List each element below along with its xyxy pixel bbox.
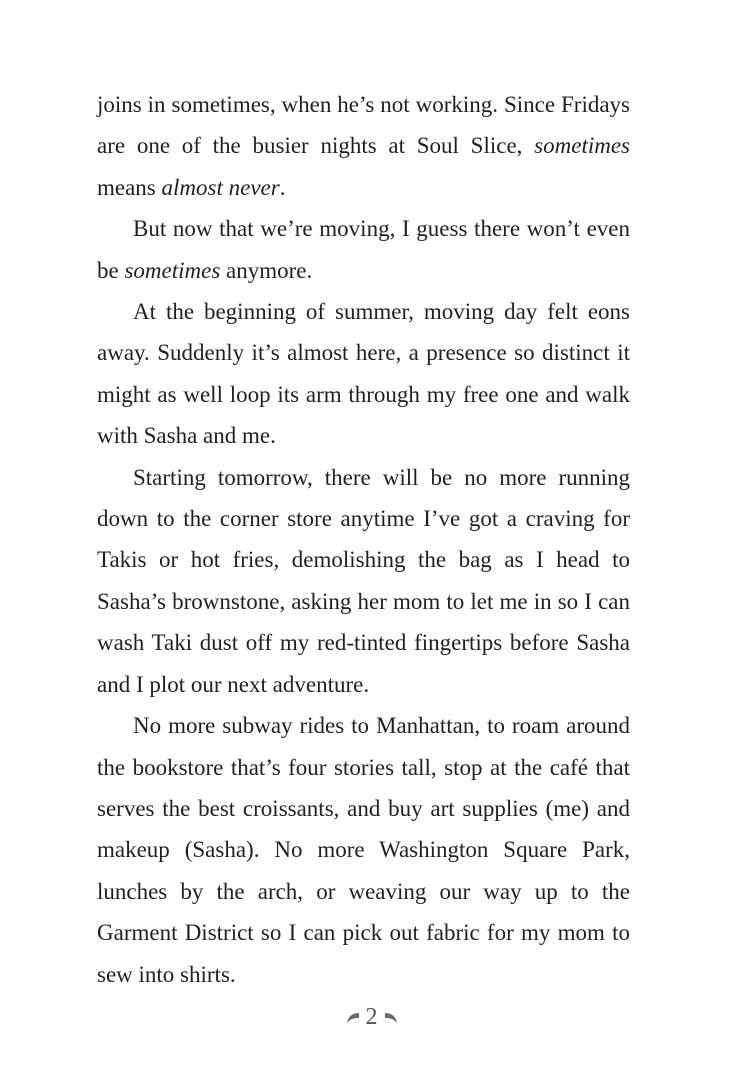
- text-run: No more subway rides to Manhattan, to roam around the bookstore that’s four stories tall, stop at the café that serves the best croissants, and buy art supplies (me) and makeup (Sasha). No more Washington Square Park, lunches by the arch, or weaving our way up to the Garment District so I can pick out fabric for my mom to sew into shirts.: [97, 713, 630, 987]
- text-run: means: [97, 174, 162, 200]
- leaf-right-icon: [384, 1011, 398, 1025]
- paragraph-2: [97, 208, 630, 291]
- paragraph-5: [97, 705, 630, 995]
- text-run: joins in sometimes, when he’s not working. Since Fridays are one of the busier nights at Soul Slice,: [97, 92, 630, 159]
- text-run: At the beginning of summer, moving day felt eons away. Suddenly it’s almost here, a presence so distinct it might as well loop its arm through my free one and walk with Sasha and me.: [97, 299, 630, 449]
- leaf-left-icon: [346, 1011, 360, 1025]
- text-run: anymore.: [220, 257, 313, 283]
- italic-run: sometimes: [534, 133, 630, 159]
- paragraph-3: [97, 291, 630, 457]
- italic-run: sometimes: [124, 257, 221, 283]
- page-folio: [0, 1004, 743, 1031]
- paragraph-4: [97, 457, 630, 705]
- italic-run: almost never: [161, 174, 280, 200]
- paragraph-1: [97, 84, 630, 208]
- text-run: .: [279, 174, 286, 200]
- text-run: Starting tomorrow, there will be no more running down to the corner store anytime I’ve got a craving for Takis or hot fries, demolishing the bag as I head to Sasha’s brownstone, asking her mom to let me in so I can wash Taki dust off my red-tinted fingertips before Sasha and I plot our next adventure.: [97, 464, 630, 697]
- body-text: [97, 84, 630, 995]
- text-run: But now that we’re moving, I guess there won’t even be: [97, 216, 630, 283]
- page-number: 2: [365, 1004, 378, 1030]
